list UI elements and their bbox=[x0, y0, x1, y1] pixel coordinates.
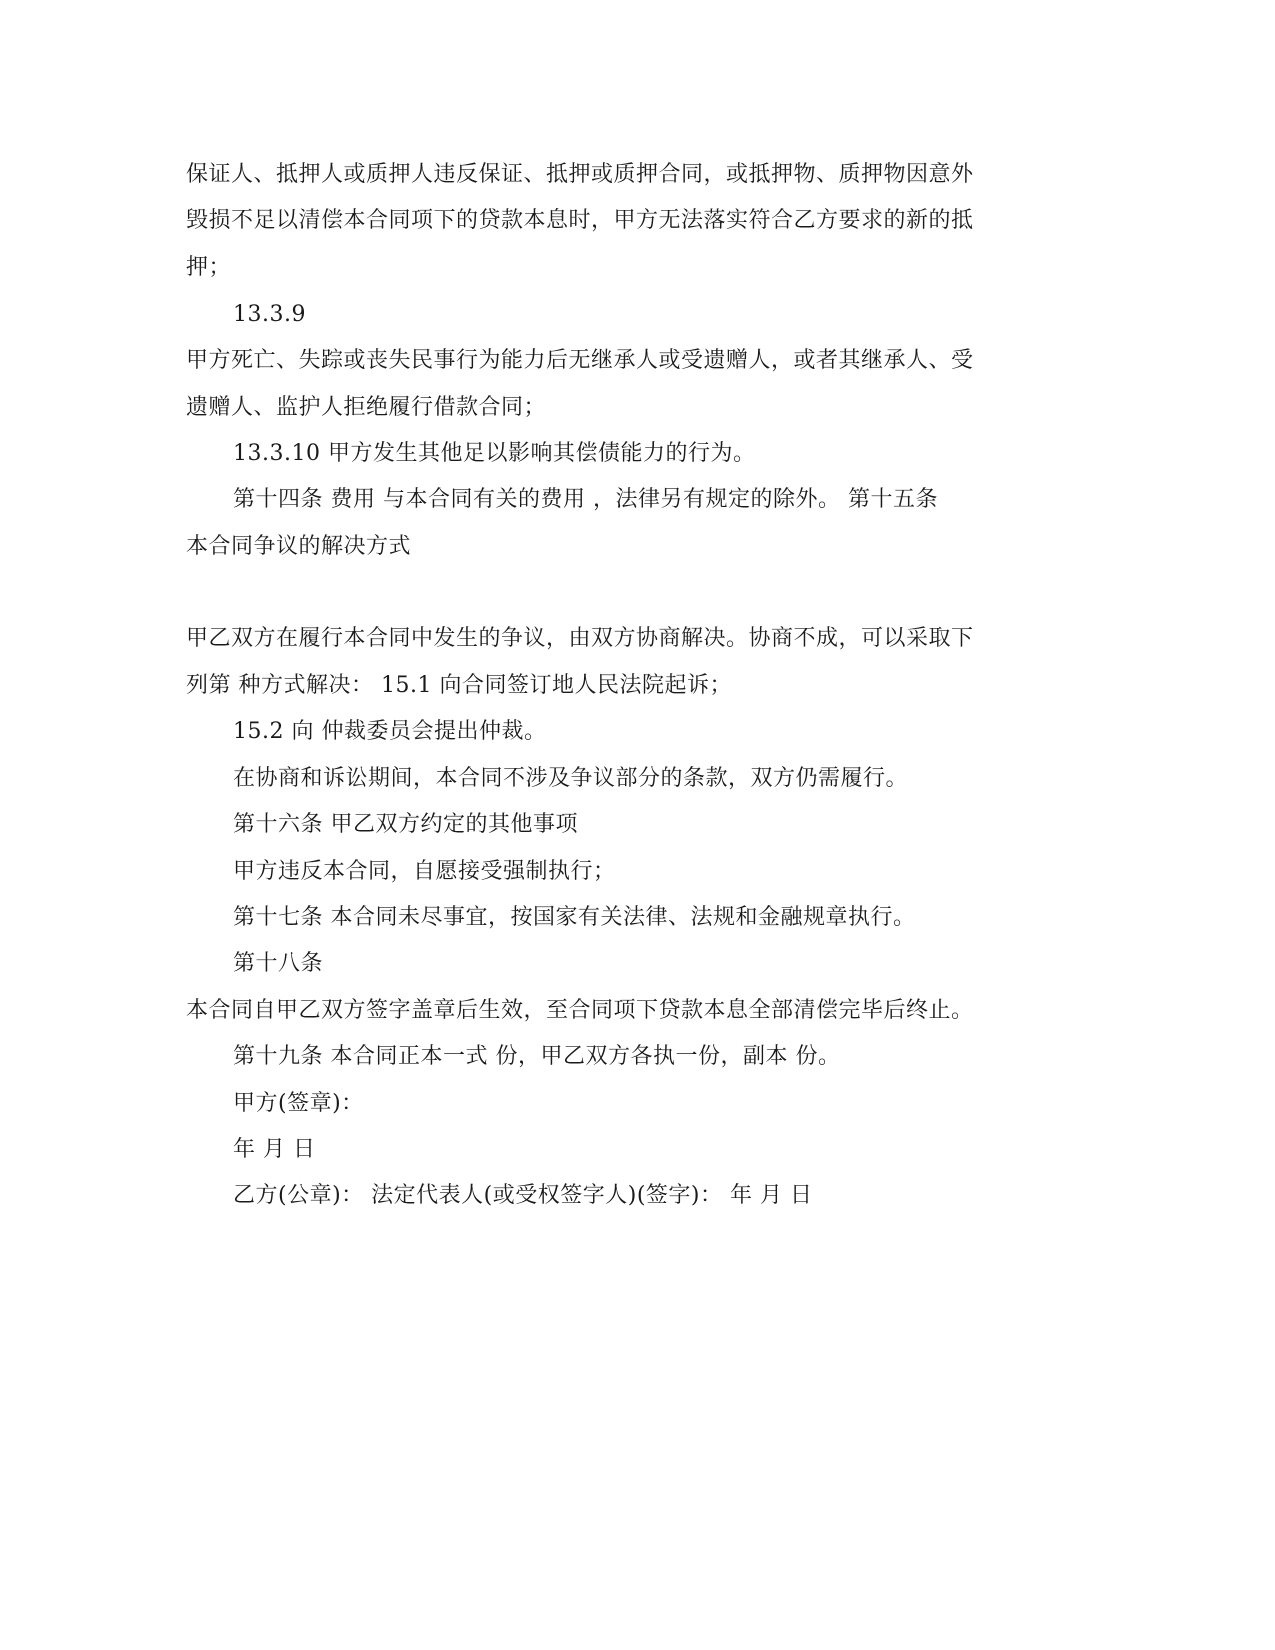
text-line: 甲方违反本合同，自愿接受强制执行； bbox=[233, 859, 616, 884]
text-line: 保证人、抵押人或质押人违反保证、抵押或质押合同，或抵押物、质押物因意外 bbox=[186, 162, 974, 187]
text-line: 毁损不足以清偿本合同项下的贷款本息时，甲方无法落实符合乙方要求的新的抵 bbox=[186, 208, 974, 233]
text-line: 第十九条 本合同正本一式 份，甲乙双方各执一份，副本 份。 bbox=[233, 1044, 841, 1069]
text-line: 甲乙双方在履行本合同中发生的争议，由双方协商解决。协商不成，可以采取下 bbox=[186, 626, 974, 651]
text-line: 本合同争议的解决方式 bbox=[186, 534, 412, 559]
signature-line: 甲方(签章)： bbox=[233, 1091, 364, 1116]
text-line: 押； bbox=[186, 255, 232, 280]
text-line: 遗赠人、监护人拒绝履行借款合同； bbox=[186, 395, 547, 420]
text-line: 第十四条 费用 与本合同有关的费用 ，法律另有规定的除外。 第十五条 bbox=[233, 487, 938, 512]
clause-number: 13.3.9 bbox=[233, 302, 306, 327]
text-line: 甲方死亡、失踪或丧失民事行为能力后无继承人或受遗赠人，或者其继承人、受 bbox=[186, 348, 974, 373]
text-line: 第十八条 bbox=[233, 951, 324, 976]
text-line: 本合同自甲乙双方签字盖章后生效，至合同项下贷款本息全部清偿完毕后终止。 bbox=[186, 998, 974, 1023]
text-line: 第十六条 甲乙双方约定的其他事项 bbox=[233, 812, 578, 837]
date-line: 年 月 日 bbox=[233, 1137, 316, 1162]
text-line: 13.3.10 甲方发生其他足以影响其偿债能力的行为。 bbox=[233, 441, 756, 466]
text-line: 15.2 向 仲裁委员会提出仲裁。 bbox=[233, 719, 547, 744]
signature-line: 乙方(公章)： 法定代表人(或受权签字人)(签字)： 年 月 日 bbox=[233, 1183, 813, 1208]
text-line: 列第 种方式解决： 15.1 向合同签订地人民法院起诉； bbox=[186, 673, 732, 698]
text-line: 在协商和诉讼期间，本合同不涉及争议部分的条款，双方仍需履行。 bbox=[233, 766, 909, 791]
text-line: 第十七条 本合同未尽事宜，按国家有关法律、法规和金融规章执行。 bbox=[233, 905, 916, 930]
